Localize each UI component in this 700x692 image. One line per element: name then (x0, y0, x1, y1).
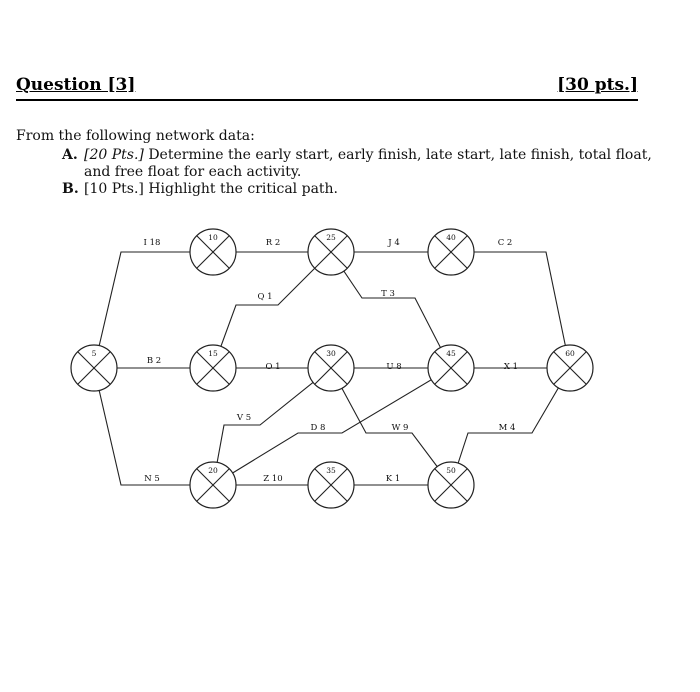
node-number-35: 35 (326, 466, 336, 475)
node-50 (428, 462, 474, 508)
activity-label-u: U 8 (386, 362, 402, 372)
activity-label-j: J 4 (388, 238, 400, 248)
node-10 (190, 229, 236, 275)
node-number-40: 40 (446, 233, 456, 242)
task-b-label: B. (62, 181, 79, 197)
node-20 (190, 462, 236, 508)
task-b-points: [10 Pts.] (84, 181, 144, 197)
node-60 (547, 345, 593, 391)
node-number-20: 20 (208, 466, 218, 475)
activity-label-w: W 9 (391, 423, 409, 433)
question-title: Question [3] (16, 75, 136, 95)
activity-label-t: T 3 (381, 289, 395, 299)
node-30 (308, 345, 354, 391)
activity-label-d: D 8 (310, 423, 326, 433)
activity-label-z: Z 10 (263, 474, 283, 484)
activity-label-i: I 18 (143, 238, 161, 248)
question-points: [30 pts.] (557, 75, 638, 95)
task-a-text: Determine the early start, early finish, late start, late finish, total float, and free float for each activity. (84, 147, 652, 180)
activity-label-k: K 1 (385, 474, 401, 484)
node-45 (428, 345, 474, 391)
activity-label-b: B 2 (146, 356, 162, 366)
activity-label-r: R 2 (265, 238, 281, 248)
node-number-50: 50 (446, 466, 456, 475)
node-number-15: 15 (208, 349, 218, 358)
node-35 (308, 462, 354, 508)
intro-text: From the following network data: (16, 128, 255, 144)
node-number-60: 60 (565, 349, 575, 358)
task-a-points: [20 Pts.] (84, 147, 144, 163)
node-number-45: 45 (446, 349, 456, 358)
activity-arrow-t (331, 252, 451, 368)
activity-arrow-n (94, 368, 213, 485)
activity-label-o: O 1 (265, 362, 281, 372)
activity-label-m: M 4 (498, 423, 516, 433)
task-a-label: A. (62, 147, 78, 163)
node-number-30: 30 (326, 349, 336, 358)
activity-arrow-i (91, 252, 213, 368)
activity-arrow-q (213, 252, 331, 368)
task-b-text: Highlight the critical path. (148, 181, 339, 197)
activity-label-q: Q 1 (257, 292, 273, 302)
activity-label-c: C 2 (497, 238, 513, 248)
node-25 (308, 229, 354, 275)
node-number-5: 5 (91, 349, 97, 358)
activity-arrow-c (451, 252, 570, 368)
node-number-25: 25 (326, 233, 336, 242)
activity-label-n: N 5 (144, 474, 160, 484)
activity-label-v: V 5 (236, 413, 252, 423)
activity-label-x: X 1 (503, 362, 519, 372)
node-number-10: 10 (208, 233, 218, 242)
node-15 (190, 345, 236, 391)
node-5 (71, 345, 117, 391)
node-40 (428, 229, 474, 275)
